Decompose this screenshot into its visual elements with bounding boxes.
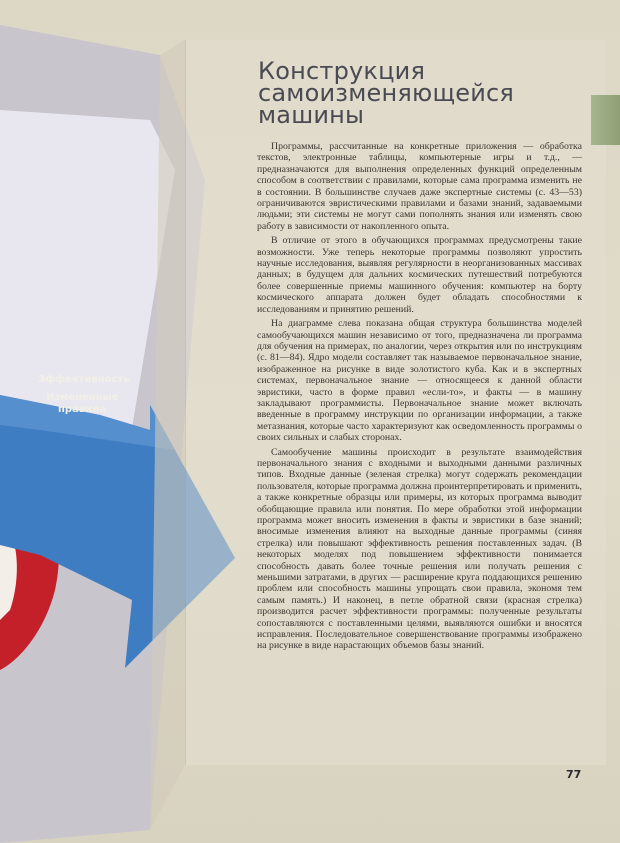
paragraph: На диаграмме слева показана общая структура большинства моделей самообучающихся машин независимо от того, предназначена ли программа для обучения на примерах, по аналогии, через открытия или по инструкциям (с. 81—84). Ядро модели составляет так называемое первоначальное знание, изображенное на рисунке в виде золотистого куба. Как и в экспертных системах, первоначальное знание — относящееся к данной области эвристики, часто в форме правил «если-то», и факты — в машину закладывают программисты. Первоначальное знание может включать введенные в программу инструкции по организации информации, а также метазнания, которые часто характеризуют как осведомленность программы о своих сильных и слабых сторонах. bbox=[257, 318, 582, 444]
section-tab bbox=[591, 95, 620, 145]
paragraph: Программы, рассчитанные на конкретные приложения — обработка текстов, электронные таблицы, компьютерные игры и т.д., — предназначаются для выполнения определенных функций определенным способом в соответствии с правилами, которые сама программа изменить не в состоянии. В большинстве случаев даже экспертные системы (с. 43—53) ограничиваются эвристическими правилами и базами знаний, задаваемыми людьми; эти системы не могут сами пополнять знания или изменять свою работу в зависимости от накопленного опыта. bbox=[257, 141, 582, 232]
paragraph: Самообучение машины происходит в результате взаимодействия первоначального знания с входными и выходными данными различных типов. Входные данные (зеленая стрелка) могут содержать рекомендации пользователя, которые программа должна проинтерпретировать и применить, а также конкретные образцы или примеры, из которых программа выводит обобщающие правила или понятия. По мере обработки этой информации программа может вносить изменения в факты и эвристики в базе знаний; вносимые изменения влияют на выходные данные программы (синяя стрелка) или повышают эффективность решения поставленных задач. (В некоторых моделях под повышением эффективности понимается способность давать более точные решения или получать решения с меньшими затратами, в других — расширение круга поддающихся решению проблем или способность машины упрощать свои правила, экономя тем самым память.) И наконец, в петле обратной связи (красная стрелка) производится расчет эффективности программы: полученные результаты сопоставляются с поставленными целями, выявляются ошибки и вносятся исправления. Последовательное совершенствование программы изображено на рисунке в виде нарастающих объемов базы знаний. bbox=[257, 446, 582, 652]
changed-rules-label: Измененные bbox=[46, 392, 119, 403]
title-line: самоизменяющейся bbox=[258, 79, 515, 107]
page-title bbox=[258, 57, 588, 129]
title-line: Конструкция bbox=[258, 57, 426, 85]
paragraph: В отличие от этого в обучающихся программах предусмотрены такие возможности. Уже теперь некоторые программы позволяют упростить научные исследования, выявляя регулярности в неорганизованных массивах данных; в будущем для дальних космических путешествий потребуются более совершенные приемы машинного обучения: компьютер на борту космического аппарата должен будет обладать способностями к исследованиям и принятию решений. bbox=[257, 235, 582, 315]
body-text bbox=[257, 141, 582, 655]
title-line: машины bbox=[258, 101, 365, 129]
page-number: 77 bbox=[566, 768, 582, 781]
changed-rules-label-2: правила bbox=[58, 404, 107, 415]
effectiveness-label: Эффективность bbox=[38, 374, 130, 385]
